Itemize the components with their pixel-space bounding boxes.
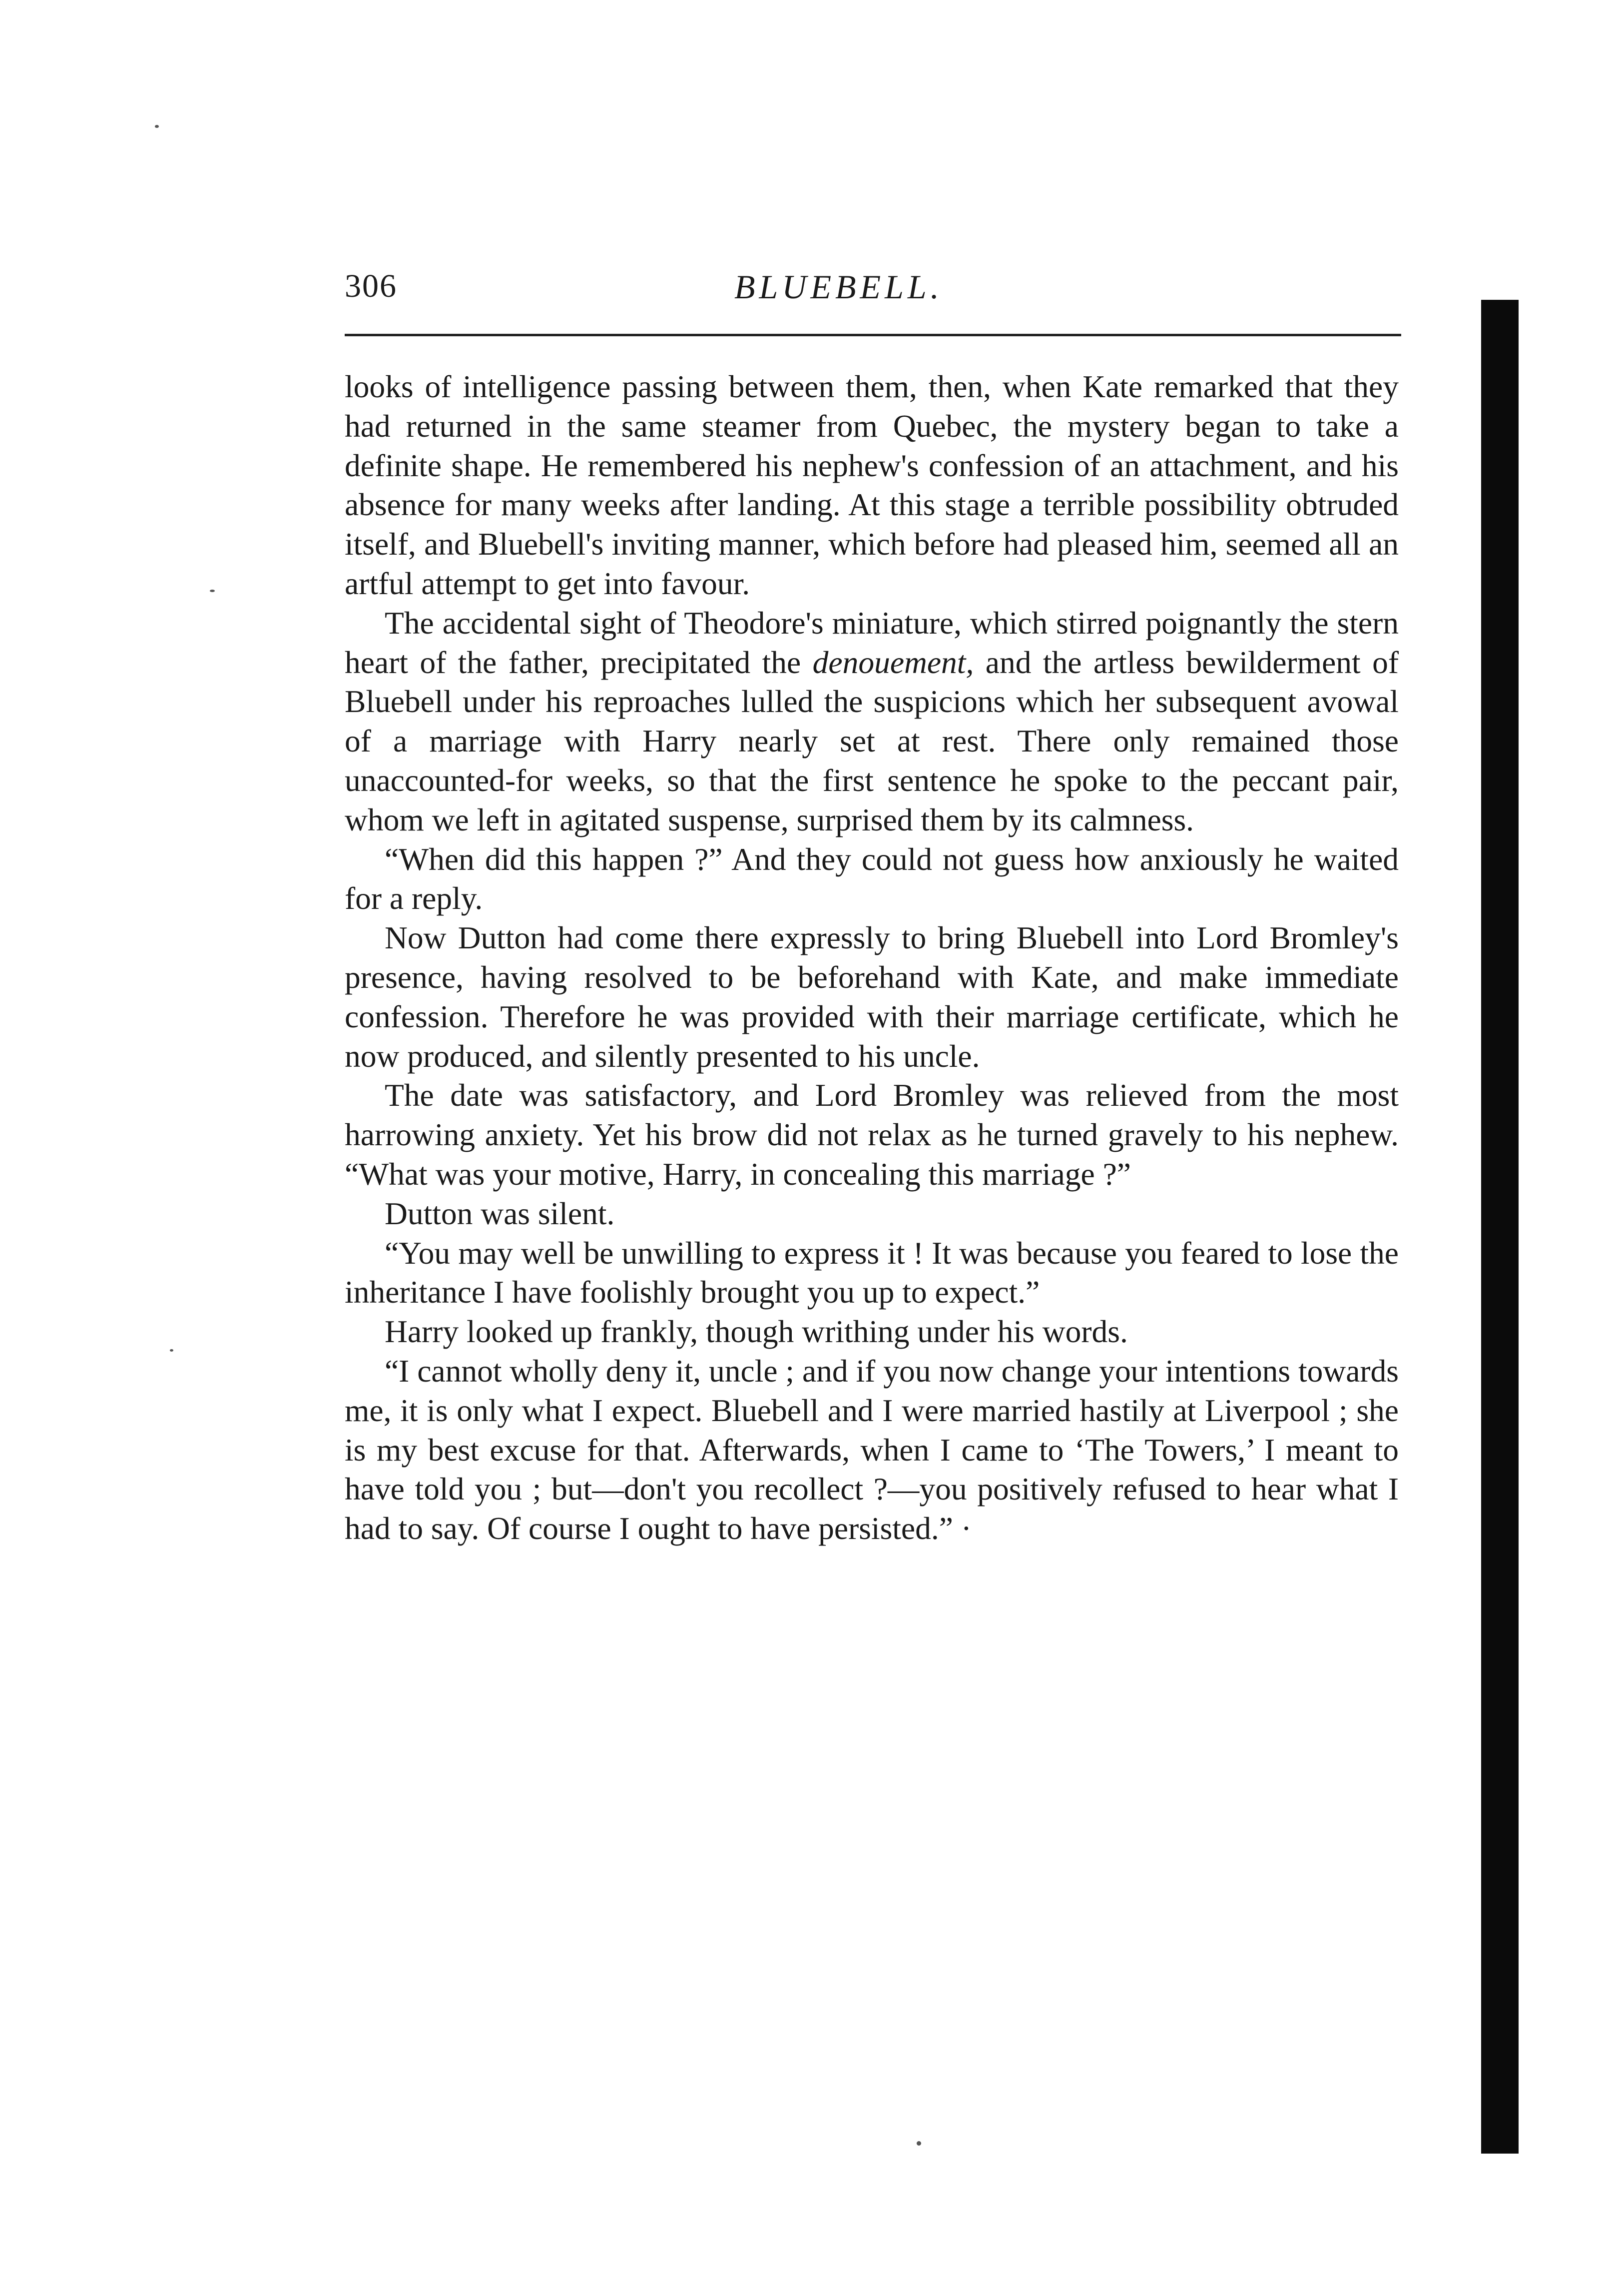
emphasized-word: denouement, <box>812 644 974 680</box>
paragraph <box>345 604 1399 840</box>
header-rule <box>345 334 1401 336</box>
book-title: BLUEBELL. <box>734 268 943 306</box>
paragraph: “You may well be unwilling to express it ! It was because you feared to lose the inheritance I have foolishly brought you up to expect.” <box>345 1235 1399 1310</box>
paragraph-text: and the artless bewilderment of Bluebell under his reproaches lulled the suspicions which her subsequent avowal of a marriage with Harry nearly set at rest. There only remained those unaccounted-for weeks, so that the first sentence he spoke to the peccant pair, whom we left in agitated suspense, surprised them by its calmness. <box>345 644 1399 837</box>
scan-speck <box>155 125 159 128</box>
scan-edge-shadow <box>1481 300 1519 2154</box>
scan-speck <box>170 1349 173 1352</box>
page-number: 306 <box>345 268 397 304</box>
scan-speck <box>210 590 215 592</box>
paragraph: Harry looked up frankly, though writhing under his words. <box>385 1314 1128 1350</box>
paragraph: looks of intelligence passing between them, then, when Kate remarked that they had returned in the same steamer from Quebec, the mystery began to take a definite shape. He remembered his nephew's confession of an attachment, and his absence for many weeks after landing. At this stage a terrible possibility obtruded itself, and Bluebell's inviting manner, which before had pleased him, seemed all an artful attempt to get into favour. <box>345 369 1399 601</box>
paragraph: Now Dutton had come there expressly to bring Bluebell into Lord Bromley's presence, having resolved to be beforehand with Kate, and make immediate confession. Therefore he was provided with their marriage certificate, which he now produced, and silently presented to his uncle. <box>345 920 1399 1074</box>
paragraph: “I cannot wholly deny it, uncle ; and if you now change your intentions towards me, it is only what I expect. Bluebell and I were married hastily at Liverpool ; she is my best excuse for that. Afterwards, when I came to ‘The Towers,’ I meant to have told you ; but—don't you recollect ?—you positively refused to hear what I had to say. Of course I ought to have persisted.” · <box>345 1353 1399 1546</box>
paragraph: The date was satisfactory, and Lord Bromley was relieved from the most harrowing anxiety. Yet his brow did not relax as he turned gravely to his nephew. “What was your motive, Harry, in concealing this marriage ?” <box>345 1077 1399 1192</box>
paragraph-text: The accidental sight of Theodore's miniature, which stirred poignantly the stern heart of the father, precipitated the <box>345 605 1399 680</box>
scan-speck <box>917 2141 921 2146</box>
paragraph: Dutton was silent. <box>385 1195 615 1231</box>
body-text <box>345 367 1399 1548</box>
running-head <box>345 267 1399 317</box>
paragraph: “When did this happen ?” And they could not guess how anxiously he waited for a reply. <box>345 841 1399 916</box>
